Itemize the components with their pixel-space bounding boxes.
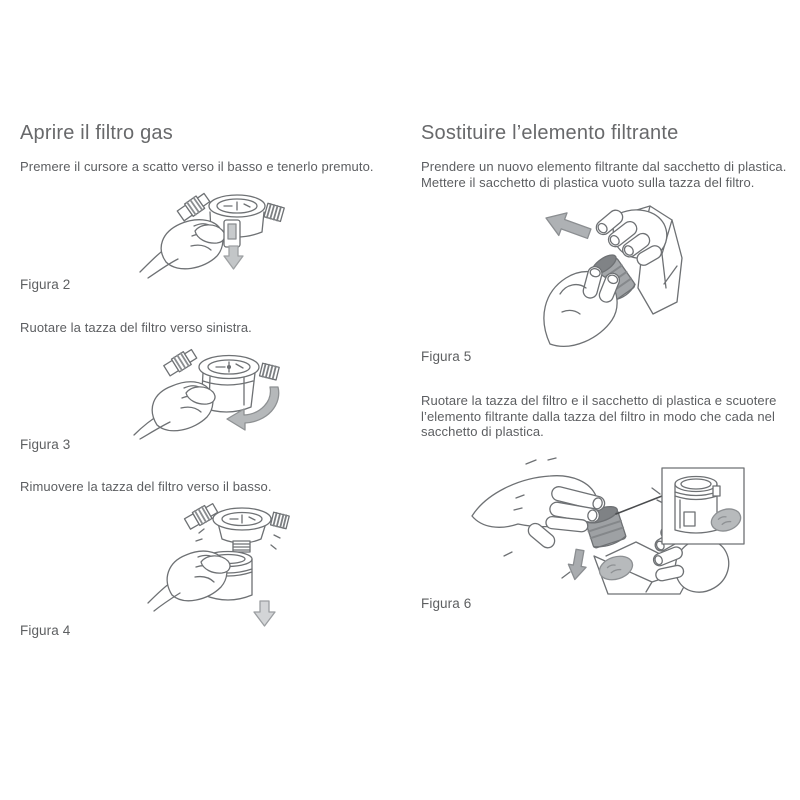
- figure-caption: Figura 5: [421, 349, 472, 364]
- figure-caption: Figura 3: [20, 437, 71, 452]
- callout-inset: [616, 468, 744, 544]
- figure-caption: Figura 6: [421, 596, 472, 611]
- step-text: Ruotare la tazza del filtro e il sacchetto di plastica e scuotere l’elemento filtrante dalla tazza del filtro in modo che cada nel sacchetto di plastica.: [421, 393, 777, 439]
- step-text: Premere il cursore a scatto verso il basso e tenerlo premuto.: [20, 159, 374, 174]
- down-left-arrow-icon: [542, 207, 593, 245]
- section-heading-open-filter: Aprire il filtro gas: [20, 122, 173, 144]
- figure-3-illustration: [132, 343, 300, 440]
- section-heading-replace-element: Sostituire l’elemento filtrante: [421, 122, 679, 144]
- step-text: Prendere un nuovo elemento filtrante dal sacchetto di plastica. Mettere il sacchetto di plastica vuoto sulla tazza del filtro.: [421, 159, 787, 190]
- figure-caption: Figura 4: [20, 623, 71, 638]
- hand: [148, 551, 230, 611]
- figure-2-illustration: [138, 186, 290, 280]
- gas-outlet-connector: [264, 203, 284, 221]
- figure-5-illustration: [532, 196, 694, 348]
- down-arrow-icon: [224, 246, 243, 269]
- figure-4-illustration: [146, 499, 306, 628]
- hand: [134, 382, 215, 439]
- figure-caption: Figura 2: [20, 277, 71, 292]
- lower-hand: [544, 265, 622, 346]
- down-arrow-icon: [254, 601, 275, 626]
- down-arrow-icon: [566, 548, 589, 581]
- gas-inlet-connector: [176, 191, 211, 222]
- hand: [140, 220, 225, 278]
- figure-6-illustration: [456, 452, 748, 600]
- step-text: Rimuovere la tazza del filtro verso il basso.: [20, 479, 272, 494]
- step-text: Ruotare la tazza del filtro verso sinistra.: [20, 320, 252, 335]
- shaking-hand: [472, 476, 606, 551]
